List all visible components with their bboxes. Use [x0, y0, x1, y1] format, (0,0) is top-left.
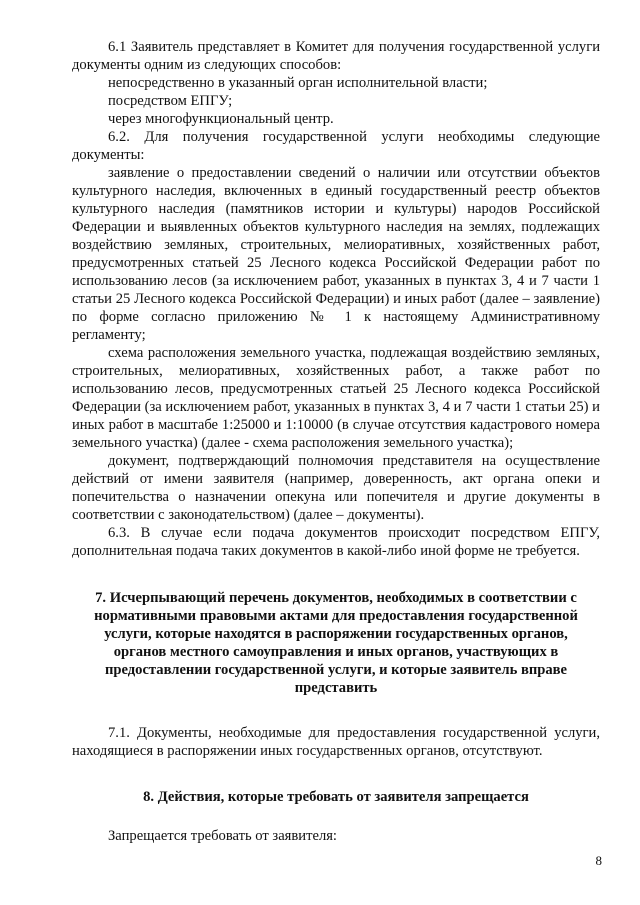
- list-item-authority-document: документ, подтверждающий полномочия представителя на осуществление действий от имени заявителя (например, доверенность, акт органа опеки и попечительства о назначении опекуна или попечителя и другие документы в соответствии с законодательством) (далее – документы).: [72, 453, 600, 523]
- list-item-land-scheme: схема расположения земельного участка, подлежащая воздействию земляных, строительных, мелиоративных, хозяйственных работ, а также работ по использованию лесов, предусмотренных статьей 25 Лесного кодекса Российской Федерации (за исключением работ, указанных в пунктах 3, 4 и 7 части 1 статьи 25) и иных работ в масштабе 1:25000 и 1:10000 (в случае отсутствия кадастрового номера земельного участка) (далее - схема расположения земельного участка);: [72, 345, 600, 451]
- paragraph-6-2: 6.2. Для получения государственной услуги необходимы следующие документы:: [72, 129, 600, 163]
- section-8-heading: 8. Действия, которые требовать от заявителя запрещается: [143, 789, 529, 805]
- list-item-direct: непосредственно в указанный орган исполнительной власти;: [108, 75, 488, 91]
- section-7-heading: 7. Исчерпывающий перечень документов, необходимых в соответствии с нормативными правовыми актами для предоставления государственной услуги, которые находятся в распоряжении государственных органов, органов местного самоуправления и иных органов, участвующих в предоставлении государственной услуги, и которые заявитель вправе представить: [94, 590, 578, 696]
- list-item-epgu: посредством ЕПГУ;: [108, 93, 233, 109]
- paragraph-6-1: 6.1 Заявитель представляет в Комитет для получения государственной услуги документы одним из следующих способов:: [72, 39, 600, 73]
- page-number: 8: [595, 853, 602, 868]
- list-item-mfc: через многофункциональный центр.: [108, 111, 334, 127]
- paragraph-6-3: 6.3. В случае если подача документов происходит посредством ЕПГУ, дополнительная подача таких документов в какой-либо иной форме не требуется.: [72, 525, 600, 559]
- paragraph-8-intro: Запрещается требовать от заявителя:: [108, 828, 337, 844]
- paragraph-7-1: 7.1. Документы, необходимые для предоставления государственной услуги, находящиеся в распоряжении иных государственных органов, отсутствуют.: [72, 725, 600, 759]
- list-item-application: заявление о предоставлении сведений о наличии или отсутствии объектов культурного наследия, включенных в единый государственный реестр объектов культурного наследия (памятников истории и культуры) народов Российской Федерации и выявленных объектов культурного наследия на землях, подлежащих воздействию земляных, строительных, мелиоративных, хозяйственных работ, предусмотренных статьей 25 Лесного кодекса Российской Федерации работ по использованию лесов (за исключением работ, указанных в пунктах 3, 4 и 7 части 1 статьи 25 Лесного кодекса Российской Федерации) и иных работ (далее – заявление) по форме согласно приложению № 1 к настоящему Административному регламенту;: [72, 165, 600, 343]
- document-body: [72, 38, 600, 845]
